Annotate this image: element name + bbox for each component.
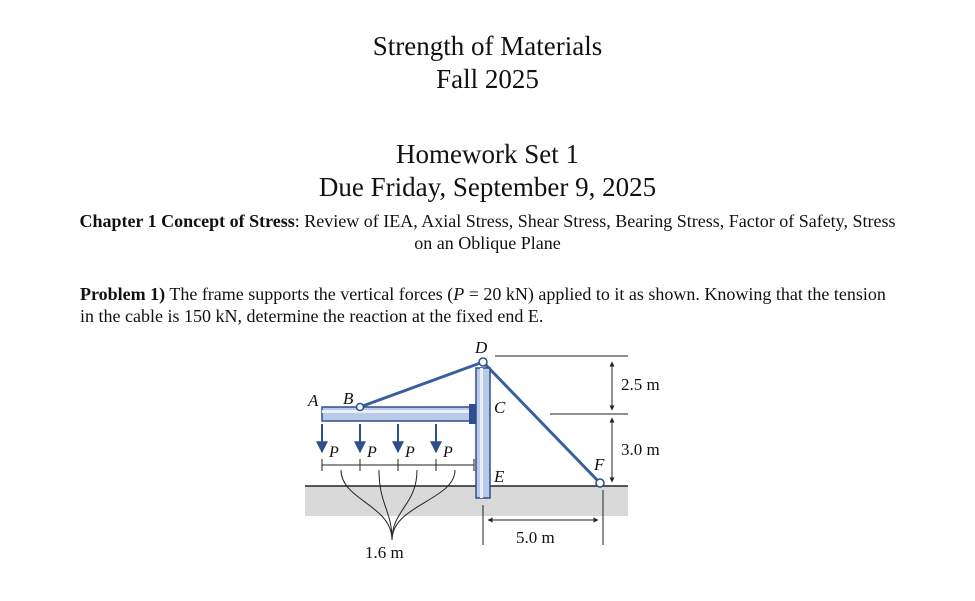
pin-d — [479, 358, 487, 366]
point-label-a: A — [308, 391, 319, 410]
cable-bd — [360, 362, 483, 407]
dim-top-label: 2.5 m — [621, 375, 660, 394]
post-highlight — [480, 368, 483, 498]
chapter-topics: : Review of IEA, Axial Stress, Shear Stress, Bearing Stress, Factor of Safety, Stress on an Oblique Plane — [294, 211, 896, 253]
due-date: Due Friday, September 9, 2025 — [318, 172, 657, 202]
homework-title: Homework Set 1 — [396, 139, 579, 169]
pin-b — [357, 404, 364, 411]
arm-highlight — [322, 410, 470, 413]
pin-f — [596, 479, 604, 487]
problem-p-symbol: P — [453, 284, 465, 304]
chapter-label: Chapter 1 Concept of Stress — [79, 211, 295, 231]
dim-bottom-label: 3.0 m — [621, 440, 660, 459]
cable-df — [483, 362, 600, 483]
problem-text-1: The frame supports the vertical forces ( — [165, 284, 454, 304]
problem-label: Problem 1) — [80, 284, 166, 304]
ground — [305, 486, 628, 516]
arm-ac — [322, 407, 470, 421]
problem-text-2: = 20 kN) applied to it as shown. Knowing that the tension in the cable is 150 kN, determine the reaction at the fixed end E. — [80, 284, 886, 326]
connection-c — [469, 404, 476, 424]
point-label-f: F — [594, 455, 605, 474]
term: Fall 2025 — [436, 64, 539, 94]
point-label-d: D — [475, 338, 488, 357]
point-label-e: E — [494, 467, 505, 486]
load-label-4: P — [443, 444, 453, 461]
dim-horizontal-label: 5.0 m — [516, 528, 555, 547]
load-label-2: P — [367, 444, 377, 461]
load-label-3: P — [405, 444, 415, 461]
load-label-1: P — [329, 444, 339, 461]
course-title: Strength of Materials — [372, 31, 603, 61]
point-label-c: C — [494, 398, 506, 417]
dim-spacing-label: 1.6 m — [365, 543, 404, 562]
point-label-b: B — [343, 389, 354, 408]
